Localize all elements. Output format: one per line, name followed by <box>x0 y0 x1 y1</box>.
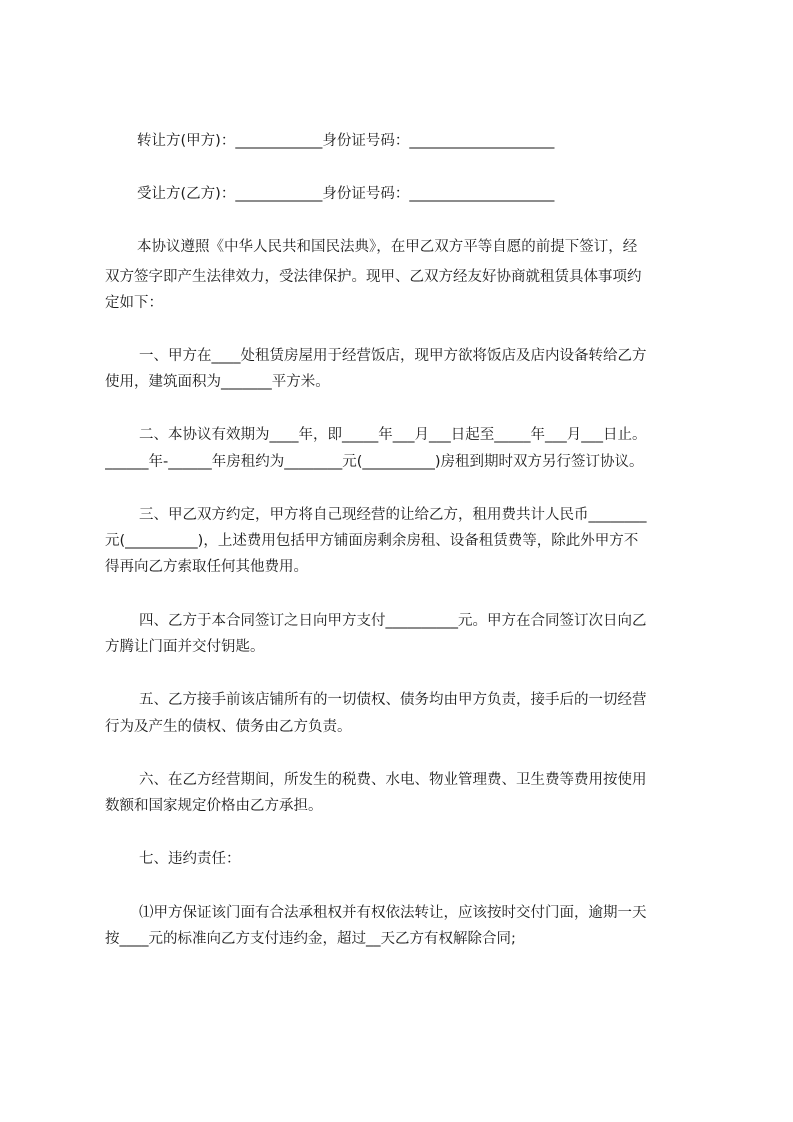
clause-1-line-1: 一、甲方在____处租赁房屋用于经营饭店，现甲方欲将饭店及店内设备转给乙方 <box>139 348 647 364</box>
preamble-line-2: 双方签字即产生法律效力，受法律保护。现甲、乙双方经友好协商就租赁具体事项约 <box>105 269 642 285</box>
clause-3-line-1: 三、甲乙双方约定，甲方将自己现经营的让给乙方，租用费共计人民币________ <box>139 507 647 523</box>
clause-6-line-1: 六、在乙方经营期间，所发生的税费、水电、物业管理费、卫生费等费用按使用 <box>139 772 647 788</box>
clause-7-item-1-line-1: ⑴甲方保证该门面有合法承租权并有权依法转让，应该按时交付门面，逾期一天 <box>139 905 647 921</box>
clause-7-heading: 七、违约责任： <box>139 851 241 867</box>
clause-3-line-2: 元(__________)，上述费用包括甲方铺面房剩余房租、设备租赁费等，除此外甲方不 <box>105 533 639 549</box>
clause-2-line-2: ______年-______年房租约为________元(__________)房租到期时双方另行签订协议。 <box>105 454 644 470</box>
transferor-line: 转让方(甲方)：____________身份证号码：____________________ <box>137 133 555 149</box>
clause-3-line-3: 得再向乙方索取任何其他费用。 <box>105 559 308 575</box>
clause-5-line-1: 五、乙方接手前该店铺所有的一切债权、债务均由甲方负责，接手后的一切经营 <box>139 692 647 708</box>
clause-6-line-2: 数额和国家规定价格由乙方承担。 <box>105 798 323 814</box>
preamble-line-3: 定如下： <box>105 295 163 311</box>
clause-4-line-1: 四、乙方于本合同签订之日向甲方支付__________元。甲方在合同签订次日向乙 <box>139 613 647 629</box>
preamble-line-1: 本协议遵照《中华人民共和国民法典》，在甲乙双方平等自愿的前提下签订，经 <box>137 239 638 255</box>
clause-7-item-1-line-2: 按____元的标准向乙方支付违约金，超过__天乙方有权解除合同; <box>105 931 516 947</box>
transferee-line: 受让方(乙方)：____________身份证号码：____________________ <box>137 186 555 202</box>
clause-2-line-1: 二、本协议有效期为____年，即_____年___月___日起至_____年___月___日止。 <box>139 427 647 443</box>
clause-1-line-2: 使用，建筑面积为_______平方米。 <box>105 374 330 390</box>
clause-4-line-2: 方腾让门面并交付钥匙。 <box>105 639 265 655</box>
clause-5-line-2: 行为及产生的债权、债务由乙方负责。 <box>105 719 352 735</box>
